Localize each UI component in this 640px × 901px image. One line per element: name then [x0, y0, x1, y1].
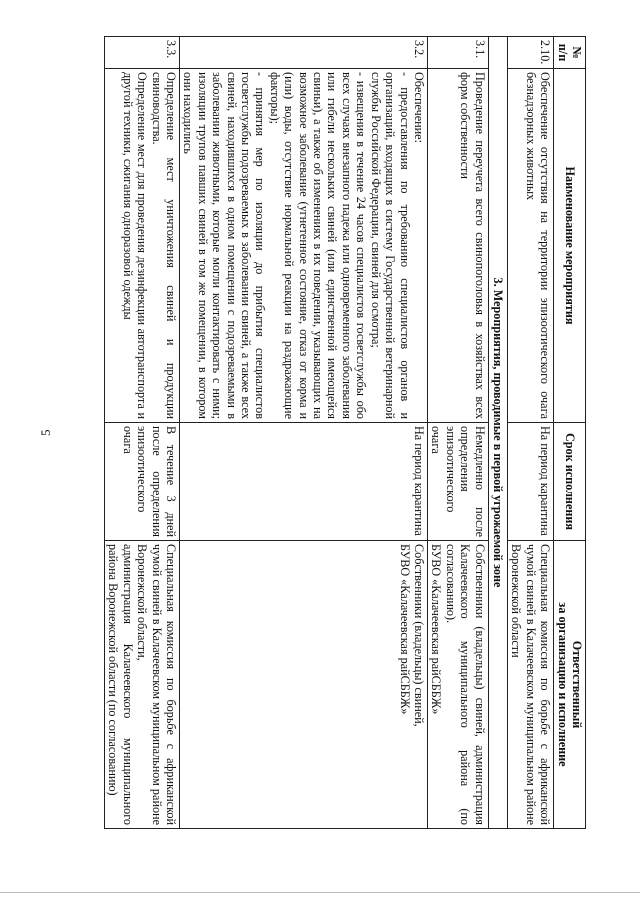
row-num: 3.3.	[105, 37, 180, 69]
row-name: Обеспечение: - предоставления по требованию специалистов органов и организаций, входящих в систему Государственной ветеринарной службы Российской Федерации, свиней для осмотра; - извещения в течение 24 часов специалистов госветслужбы обо всех случаях внезапного падежа или одновременного заболевания или гибели нескольких свиней (или единственной имеющейся свиньи), а также об изменениях в их поведении, указывающих на возможное заболевание (угнетенное состояние, отказ от корма и (или) воды, отсутствие нормальной реакции на раздражающие факторы); - принятия мер по изоляции до прибытия специалистов госветслужбы подозреваемых в заболевании свиней, а также всех свиней, находившихся в одном помещении с подозреваемыми в заболевании животными, которые могли контактировать с ними; изоляции трупов павших свиней в том же помещении, в котором они находились	[180, 69, 428, 423]
row-resp: Собственники (владельцы) свиней, БУВО «Калачеевская райСББЖ»	[180, 541, 428, 829]
row-name: Обеспечение отсутствия на территории эпизоотического очага безнадзорных животных	[507, 69, 553, 423]
section-title: 3. Мероприятия, проводимые в первой угрожаемой зоне	[488, 37, 507, 829]
measures-table	[104, 36, 586, 829]
row-term: На период карантина	[507, 423, 553, 541]
table-row	[507, 37, 553, 829]
row-term: В течение 3 дней после определения эпизоотического очага	[105, 423, 180, 541]
section-row	[488, 37, 507, 829]
row-term: На период карантина	[180, 423, 428, 541]
row-resp: Специальная комиссия по борьбе с африканской чумой свиней в Калачеевском муниципальном районе Воронежской области, администрация Калачеевского муниципального района Воронежской области (по согласованию)	[105, 541, 180, 829]
header-name: Наименование мероприятия	[554, 69, 586, 423]
row-num: 3.1.	[427, 37, 488, 69]
table-row	[180, 37, 428, 829]
table-header-row	[554, 37, 586, 829]
scan-edge-divider	[0, 892, 640, 893]
row-num: 3.2.	[180, 37, 428, 69]
header-resp: Ответственный за организацию и исполнение	[554, 541, 586, 829]
page-number: 5	[38, 429, 53, 436]
row-name: Проведение переучета всего свинопоголовья в хозяйствах всех форм собственности	[427, 69, 488, 423]
header-num: № п/п	[554, 37, 586, 69]
rotated-table-frame	[90, 36, 586, 828]
row-resp: Собственники (владельцы) свиней, администрация Калачеевского муниципального района (по согласованию). БУВО «Калачеевская райСББЖ»	[427, 541, 488, 829]
row-num: 2.10.	[507, 37, 553, 69]
table-row	[427, 37, 488, 829]
row-term: Немедленно после определения эпизоотического очага	[427, 423, 488, 541]
row-name: Определение мест уничтожения свиней и продукции свиноводства. Определение мест для проведения дезинфекции автотранспорта и другой техники, сжигания одноразовой одежды	[105, 69, 180, 423]
header-term: Срок исполнения	[554, 423, 586, 541]
row-resp: Специальная комиссия по борьбе с африканской чумой свиней в Калачеевском муниципальном районе Воронежской области	[507, 541, 553, 829]
table-row	[105, 37, 180, 829]
